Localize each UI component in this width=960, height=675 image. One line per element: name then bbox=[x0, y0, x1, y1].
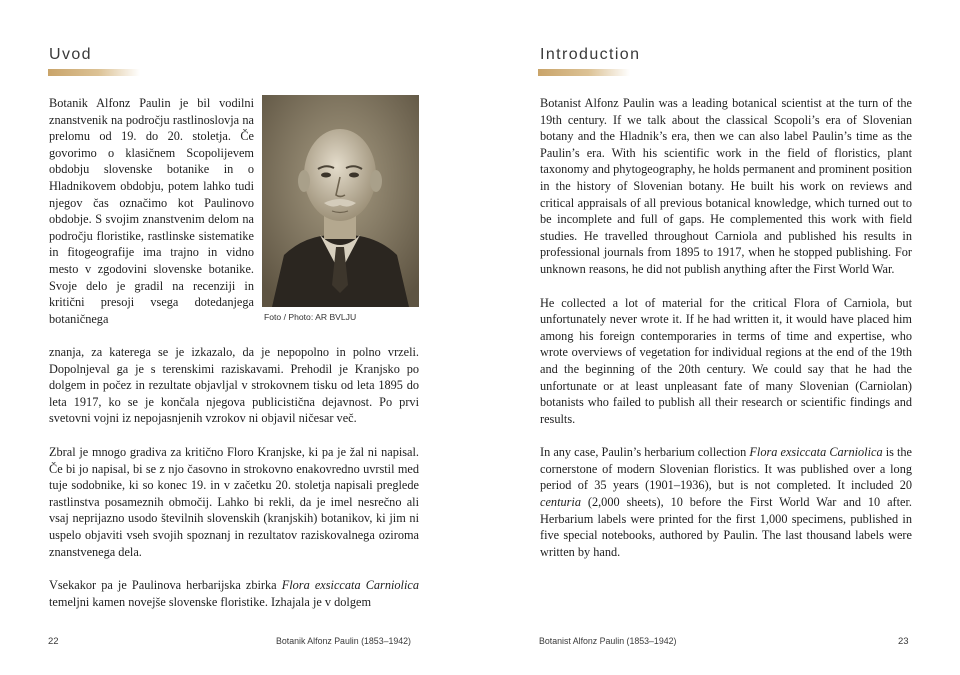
left-paragraph-1-rest: znanja, za katerega se je izkazalo, da je nepopolno in polno vrzeli. Dopolnjeval ga je s terenskimi raziskavami. Prehodil je Kranjsko po dolgem in počez in rezultate objavljal v strokovnem tisku od leta 1895 do leta 1917, ko se je končala njegova publicistična dejavnost. Po prvi svetovni vojni iz nepojasnjenih vzrokov ni objavil ničesar več. bbox=[49, 345, 419, 426]
left-paragraph-2: Zbral je mnogo gradiva za kritično Floro Kranjske, ki pa je žal ni napisal. Če bi jo napisal, bi se z njo časovno in strokovno enakovredno uvrstil med tuje sodobnike, ki so konec 19. in v začetku 20. stoletja napisali preglede rastlinstva posameznih območij. Lahko bi rekli, da je imel nesrečno ali vsaj neprijazno usodo številnih slovenskih (kranjskih) botanikov, ki jim ni uspelo objaviti vseh svojih spoznanj in rezultatov raziskovalnega oziroma znanstvenega dela. bbox=[49, 444, 419, 559]
right-body-text bbox=[540, 95, 912, 560]
right-page bbox=[480, 0, 960, 675]
left-body-text bbox=[49, 344, 419, 610]
portrait-photo bbox=[262, 95, 419, 307]
right-paragraph-3: In any case, Paulin’s herbarium collection Flora exsiccata Carniolica is the cornerstone of modern Slovenian floristics. It was published over a long period of 35 years (1901–1936), but is not completed. It included 20 centuria (2,000 sheets), 10 before the First World War and 10 after. Herbarium labels were printed for the first 1,000 specimens, published in five special notebooks, authored by Paulin. The last thousand labels were written by hand. bbox=[540, 445, 913, 559]
right-page-number: 23 bbox=[898, 636, 909, 647]
left-page-heading: Uvod bbox=[49, 46, 92, 63]
left-page-number: 22 bbox=[48, 636, 59, 647]
portrait-illustration bbox=[262, 95, 419, 307]
left-paragraph-1-wrap: Botanik Alfonz Paulin je bil vodilni znanstvenik na področju rastlinoslovja na prelomu od 19. do 20. stoletja. Če govorimo o klasičnem Scopolijevem obdobju slovenske botanike in o Hladnikovem obdobju, potem lahko tudi njegov čas označimo kot Paulinovo obdobje. S svojim znanstvenim delom na področju floristike, rastlinske sistematike in fitogeografije ima trajno in vidno mesto v zgodovini slovenske botanike. Svoje delo je gradil na recenziji in kritični presoji vsega dotedanjega botaničnega bbox=[49, 96, 254, 326]
right-paragraph-1: Botanist Alfonz Paulin was a leading botanical scientist at the turn of the 19th century. If we talk about the classical Scopoli’s era of Slovenian botany and the Hladnik’s era, then we can also label Paulin’s time as the Paulin’s era. With his scientific work in the field of floristics, plant taxonomy and phytogeography, he holds permanent and prominent position in the history of Slovenian botany. He built his work on reviews and critical appraisals of all previous botanical knowledge, which turned out to be incomplete and full of gaps. He complemented this work with field studies. He travelled throughout Carniola and published his results in professional journals from 1895 to 1917, when he stopped publishing. For unknown reasons, he did not publish anything after the First World War. bbox=[540, 96, 912, 276]
right-running-title: Botanist Alfonz Paulin (1853–1942) bbox=[539, 636, 677, 646]
left-running-title: Botanik Alfonz Paulin (1853–1942) bbox=[276, 636, 411, 646]
right-paragraph-2: He collected a lot of material for the critical Flora of Carniola, but unfortunately never wrote it. If he had written it, it would have placed him among his foreign contemporaries in terms of time and expertise, who wrote overviews of vegetation for individual regions at the end of the 19th and the beginning of the 20th century. We could say that he had the unfortunate or at least unpleasant fate of many Slovenian (Carniolan) botanists who failed to publish all their research or scientific findings and results. bbox=[540, 295, 912, 426]
left-heading-rule bbox=[48, 69, 140, 76]
left-paragraph-3: Vsekakor pa je Paulinova herbarijska zbirka Flora exsiccata Carniolica temeljni kamen novejše slovenske floristike. Izhajala je v dolgem bbox=[49, 578, 419, 609]
right-page-heading: Introduction bbox=[540, 46, 641, 63]
photo-caption: Foto / Photo: AR BVLJU bbox=[264, 312, 357, 322]
right-heading-rule bbox=[538, 69, 630, 76]
